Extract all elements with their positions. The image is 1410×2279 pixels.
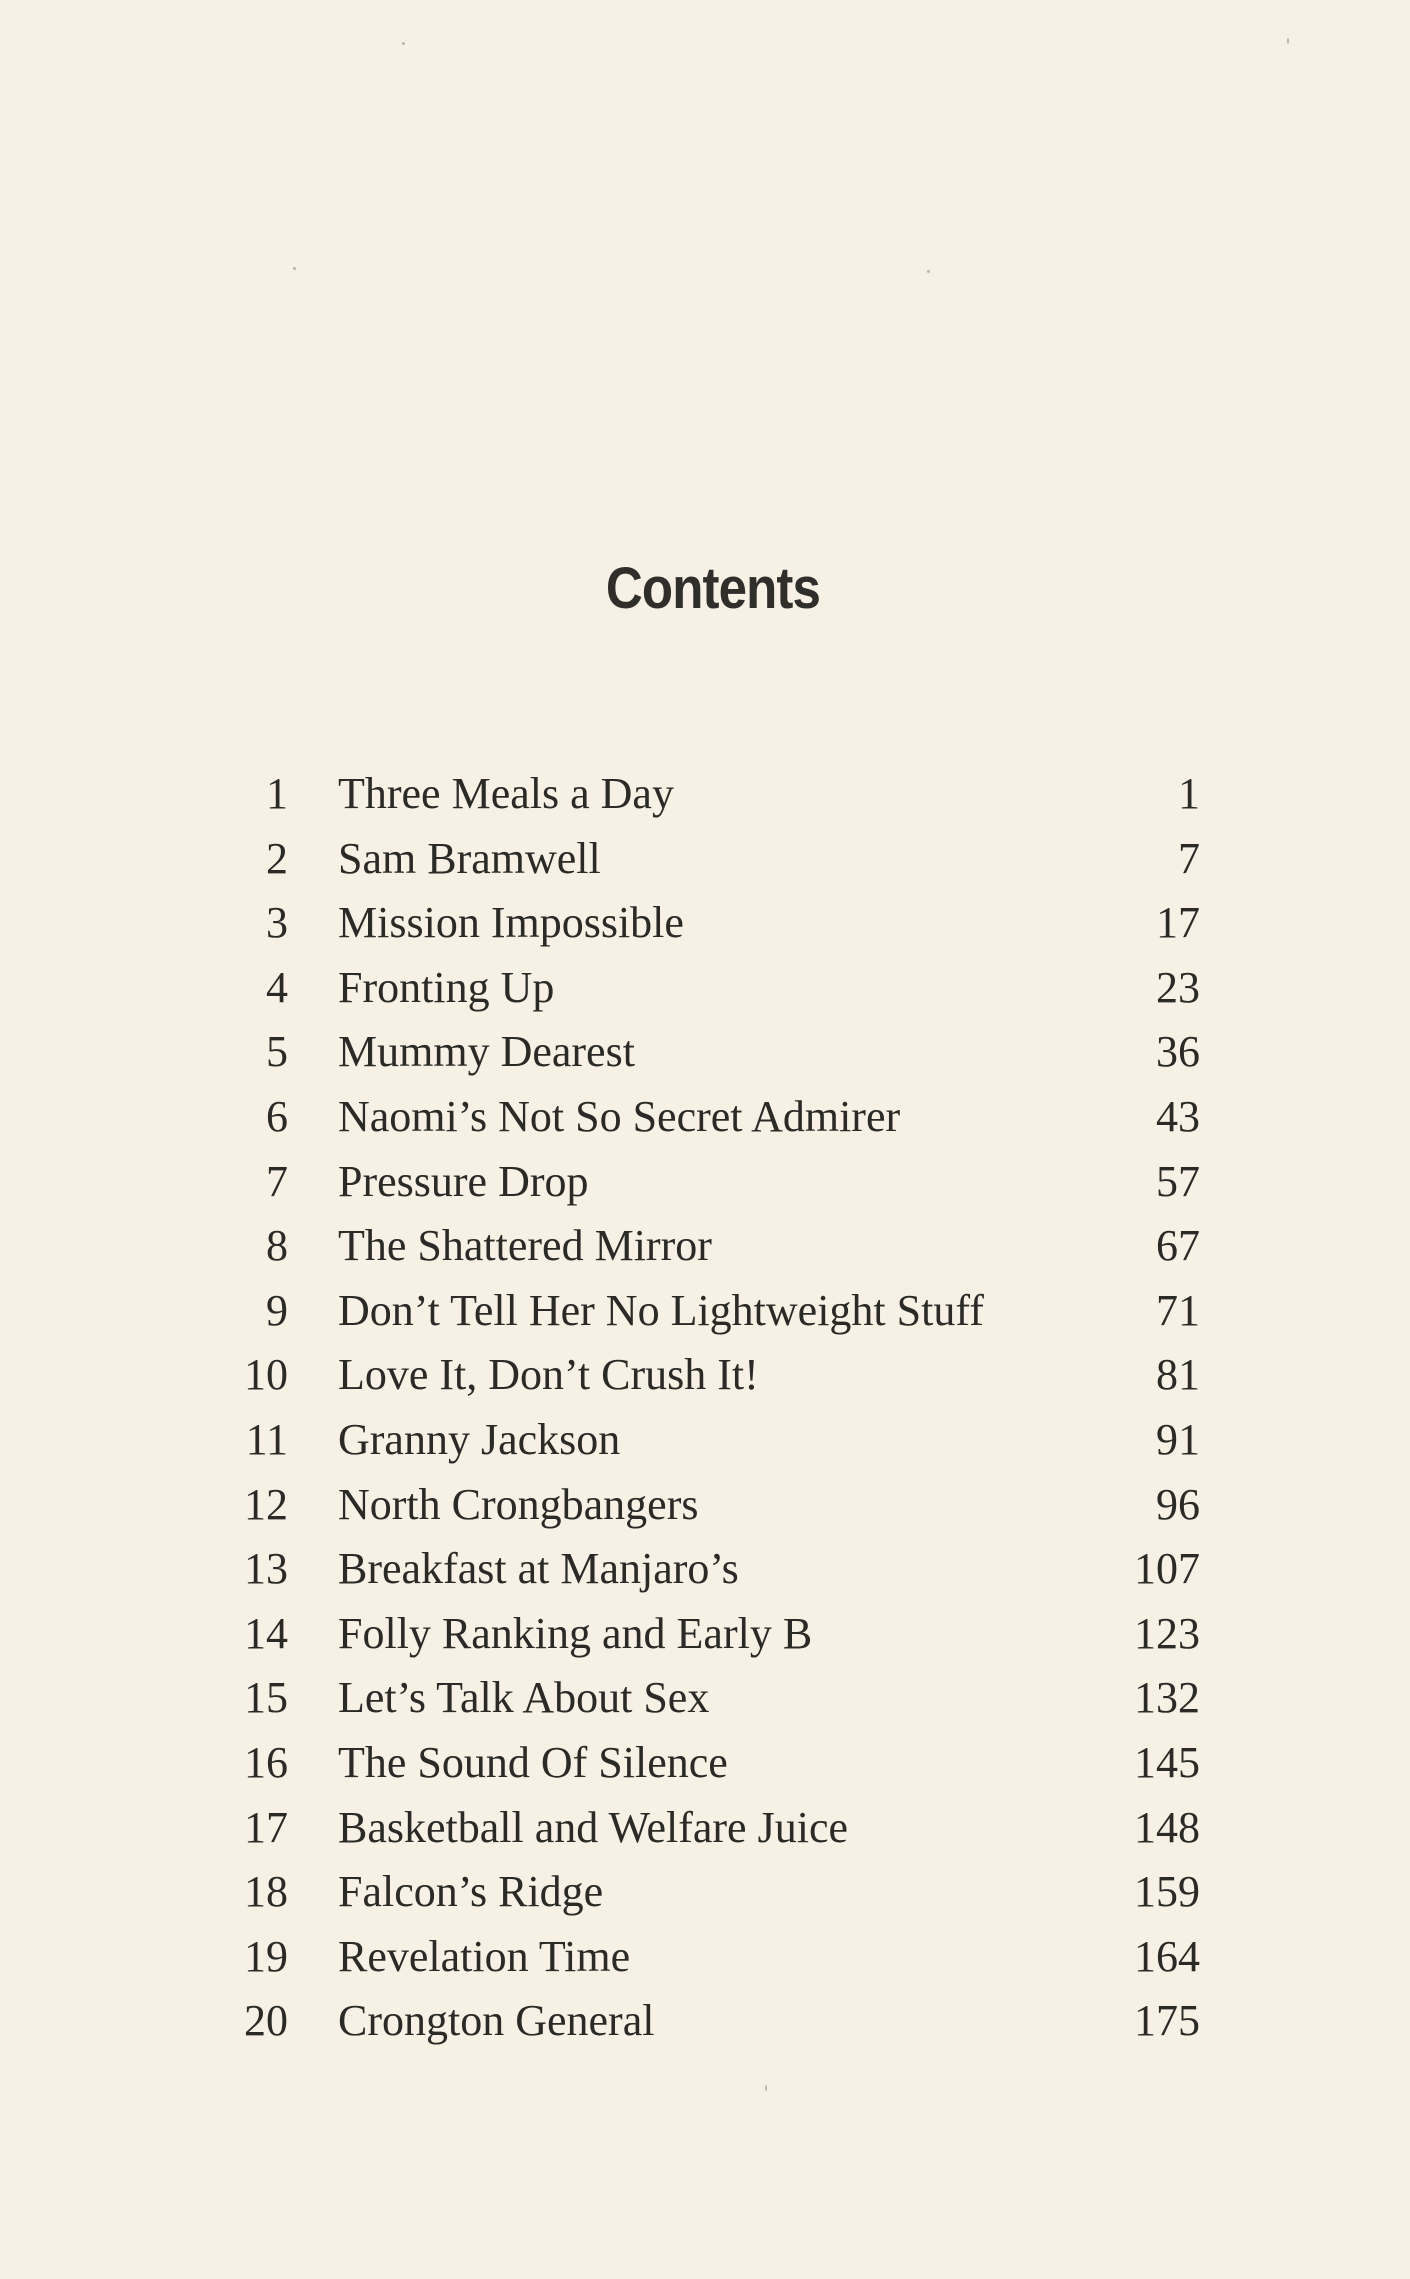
chapter-page-number: 7 bbox=[1178, 833, 1200, 883]
chapter-page-number: 164 bbox=[1134, 1931, 1200, 1981]
chapter-number: 2 bbox=[266, 833, 288, 883]
chapter-page-number: 91 bbox=[1156, 1414, 1200, 1464]
chapter-title: Three Meals a Day bbox=[338, 769, 674, 818]
chapter-title: North Crongbangers bbox=[338, 1479, 699, 1529]
toc-entry bbox=[220, 1989, 1200, 2054]
toc-entry bbox=[220, 1020, 1200, 1085]
chapter-number: 9 bbox=[266, 1285, 288, 1335]
chapter-title: Naomi’s Not So Secret Admirer bbox=[338, 1091, 901, 1141]
toc-entry bbox=[220, 1214, 1200, 1279]
chapter-number: 20 bbox=[244, 1996, 288, 2046]
chapter-page-number: 1 bbox=[1178, 769, 1200, 818]
chapter-title: Granny Jackson bbox=[338, 1414, 621, 1464]
chapter-number: 7 bbox=[266, 1156, 288, 1206]
chapter-number: 10 bbox=[244, 1350, 288, 1400]
chapter-title: Don’t Tell Her No Lightweight Stuff bbox=[338, 1285, 984, 1335]
chapter-page-number: 145 bbox=[1134, 1737, 1200, 1787]
toc-entry bbox=[220, 1473, 1200, 1538]
toc-entry bbox=[220, 827, 1200, 892]
page-title: Contents bbox=[605, 556, 821, 621]
chapter-number: 12 bbox=[244, 1479, 288, 1529]
chapter-title: The Shattered Mirror bbox=[338, 1221, 712, 1271]
chapter-number: 13 bbox=[244, 1544, 288, 1594]
chapter-number: 4 bbox=[266, 962, 288, 1012]
chapter-title: Fronting Up bbox=[338, 962, 555, 1012]
chapter-page-number: 17 bbox=[1156, 898, 1200, 948]
chapter-page-number: 57 bbox=[1156, 1156, 1200, 1206]
toc-entry bbox=[220, 1343, 1200, 1408]
toc-entry bbox=[220, 1731, 1200, 1796]
chapter-page-number: 175 bbox=[1134, 1996, 1200, 2046]
chapter-number: 11 bbox=[245, 1414, 288, 1464]
chapter-page-number: 43 bbox=[1156, 1091, 1200, 1141]
chapter-page-number: 159 bbox=[1134, 1867, 1200, 1917]
paper-speck bbox=[1287, 38, 1289, 44]
chapter-title: Falcon’s Ridge bbox=[338, 1867, 604, 1917]
toc-entry bbox=[220, 1150, 1200, 1215]
chapter-page-number: 67 bbox=[1156, 1221, 1200, 1271]
toc-entry bbox=[220, 1279, 1200, 1344]
toc-entry bbox=[220, 1860, 1200, 1925]
chapter-number: 3 bbox=[266, 898, 288, 948]
chapter-title: Mission Impossible bbox=[338, 898, 684, 948]
chapter-number: 19 bbox=[244, 1931, 288, 1981]
chapter-number: 6 bbox=[266, 1091, 288, 1141]
chapter-title: Breakfast at Manjaro’s bbox=[338, 1544, 739, 1594]
paper-speck bbox=[293, 267, 296, 270]
chapter-title: Basketball and Welfare Juice bbox=[338, 1802, 848, 1852]
paper-speck bbox=[402, 42, 405, 45]
toc-entry bbox=[220, 1796, 1200, 1861]
chapter-title: Sam Bramwell bbox=[338, 833, 601, 883]
toc-entry bbox=[220, 891, 1200, 956]
chapter-number: 15 bbox=[244, 1673, 288, 1723]
paper-speck bbox=[927, 270, 930, 273]
chapter-page-number: 36 bbox=[1156, 1027, 1200, 1077]
chapter-number: 8 bbox=[266, 1221, 288, 1271]
chapter-title: Mummy Dearest bbox=[338, 1027, 635, 1077]
toc-entry bbox=[220, 762, 1200, 827]
chapter-number: 17 bbox=[244, 1802, 288, 1852]
chapter-number: 5 bbox=[266, 1027, 288, 1077]
chapter-page-number: 123 bbox=[1134, 1608, 1200, 1658]
chapter-number: 14 bbox=[244, 1608, 288, 1658]
chapter-title: Let’s Talk About Sex bbox=[338, 1673, 710, 1723]
chapter-title: Crongton General bbox=[338, 1996, 655, 2046]
toc-entry bbox=[220, 1085, 1200, 1150]
chapter-page-number: 71 bbox=[1156, 1285, 1200, 1335]
chapter-page-number: 96 bbox=[1156, 1479, 1200, 1529]
toc-entry bbox=[220, 1666, 1200, 1731]
chapter-title: The Sound Of Silence bbox=[338, 1737, 728, 1787]
chapter-title: Folly Ranking and Early B bbox=[338, 1608, 813, 1658]
toc-entry bbox=[220, 956, 1200, 1021]
chapter-number: 1 bbox=[266, 769, 288, 818]
toc-entry bbox=[220, 1925, 1200, 1990]
chapter-number: 18 bbox=[244, 1867, 288, 1917]
chapter-title: Revelation Time bbox=[338, 1931, 631, 1981]
toc-entry bbox=[220, 1537, 1200, 1602]
chapter-page-number: 23 bbox=[1156, 962, 1200, 1012]
chapter-title: Pressure Drop bbox=[338, 1156, 589, 1206]
toc-entry bbox=[220, 1602, 1200, 1667]
chapter-page-number: 107 bbox=[1134, 1544, 1200, 1594]
toc-entry bbox=[220, 1408, 1200, 1473]
chapter-number: 16 bbox=[244, 1737, 288, 1787]
paper-speck bbox=[765, 2085, 767, 2091]
chapter-page-number: 132 bbox=[1134, 1673, 1200, 1723]
table-of-contents bbox=[220, 762, 1200, 2054]
chapter-page-number: 148 bbox=[1134, 1802, 1200, 1852]
chapter-page-number: 81 bbox=[1156, 1350, 1200, 1400]
chapter-title: Love It, Don’t Crush It! bbox=[338, 1350, 759, 1400]
